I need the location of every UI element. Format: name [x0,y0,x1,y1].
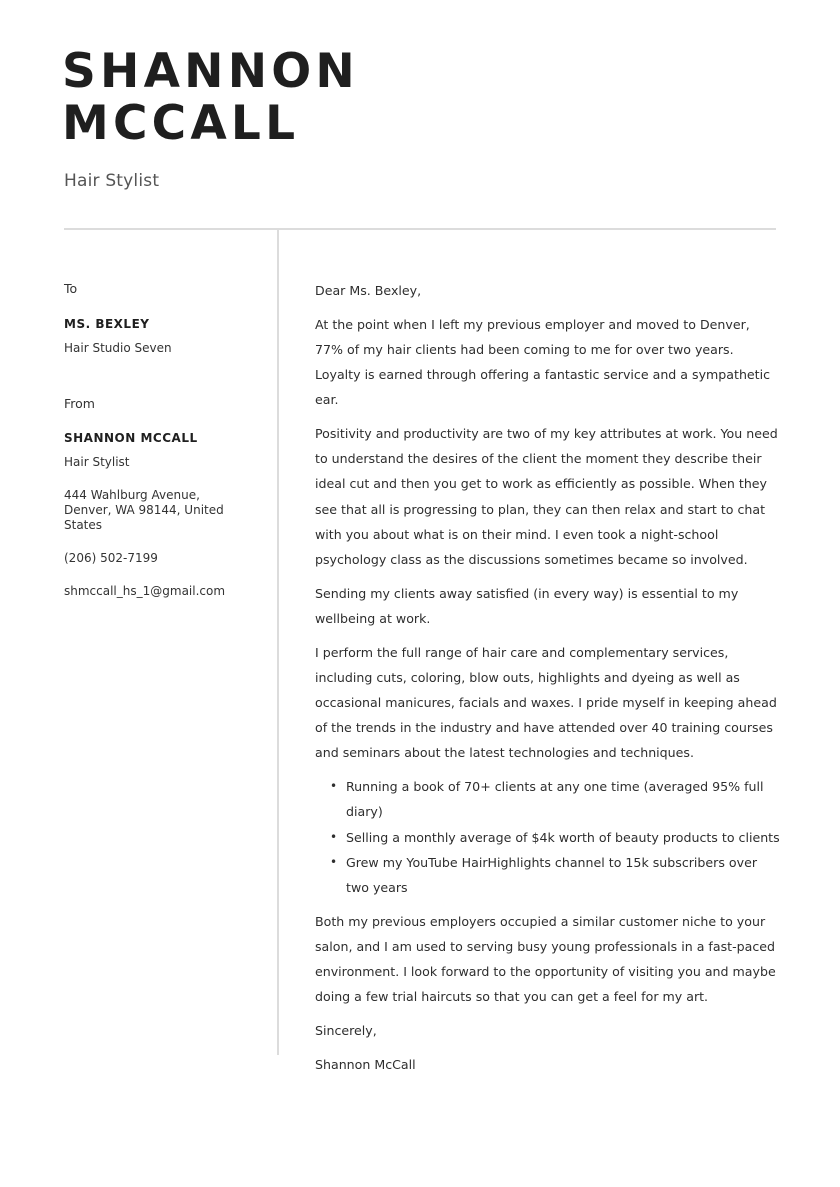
letter-body [315,278,781,1085]
sender-title: Hair Stylist [64,455,130,469]
applicant-name-line2: MCCALL [62,96,300,151]
signature: Shannon McCall [315,1056,416,1072]
sign-off: Sincerely, [315,1022,377,1038]
paragraph-4: I perform the full range of hair care and complementary services, including cuts, coloring, blow outs, highlights and dyeing as well as occasional manicures, facials and waxes. I pride myself in keeping ahead of the trends in the industry and have attended over 40 training courses and seminars about the latest technologies and techniques. [315,644,777,761]
list-item [315,825,781,850]
list-item-text: Selling a monthly average of $4k worth of beauty products to clients [346,829,780,845]
column-divider [277,229,279,1055]
bullet-icon: • [330,779,338,794]
sender-name: SHANNON MCCALL [64,431,198,445]
list-item-text: Running a book of 70+ clients at any one time (averaged 95% full diary) [346,779,764,820]
applicant-name-line1: SHANNON [62,44,359,99]
bullet-icon: • [330,854,338,869]
recipient-company: Hair Studio Seven [64,341,172,355]
recipient-name: MS. BEXLEY [64,317,150,331]
applicant-job-title: Hair Stylist [64,171,160,191]
closing-paragraph: Both my previous employers occupied a similar customer niche to your salon, and I am used to serving busy young professionals in a fast-paced environment. I look forward to the opportunity of visiting you and maybe doing a few trial haircuts so that you can get a feel for my art. [315,913,776,1005]
list-item [315,774,781,824]
paragraph-2: Positivity and productivity are two of my key attributes at work. You need to understand the desires of the client the moment they describe their ideal cut and then you get to work as efficiently as possible. When they see that all is progressing to plan, they can then relax and start to chat with you about what is on their mind. I even took a night-school psychology class as the discussions sometimes became so involved. [315,426,778,568]
achievements-list [315,774,781,900]
list-item-text: Grew my YouTube HairHighlights channel to 15k subscribers over two years [346,854,758,895]
list-item [315,850,781,900]
paragraph-3: Sending my clients away satisfied (in every way) is essential to my wellbeing at work. [315,585,739,626]
paragraph-1: At the point when I left my previous employer and moved to Denver, 77% of my hair clients had been coming to me for over two years. Loyalty is earned through offering a fantastic service and a sympathetic ear. [315,316,771,408]
sender-address: 444 Wahlburg Avenue, Denver, WA 98144, United States [64,488,224,532]
header-divider [64,228,776,230]
sender-email: shmccall_hs_1@gmail.com [64,584,226,598]
sender-phone: (206) 502-7199 [64,551,158,565]
applicant-name [62,46,359,150]
bullet-icon: • [330,829,338,844]
to-label: To [64,281,78,296]
from-label: From [64,396,95,411]
salutation: Dear Ms. Bexley, [315,283,422,298]
